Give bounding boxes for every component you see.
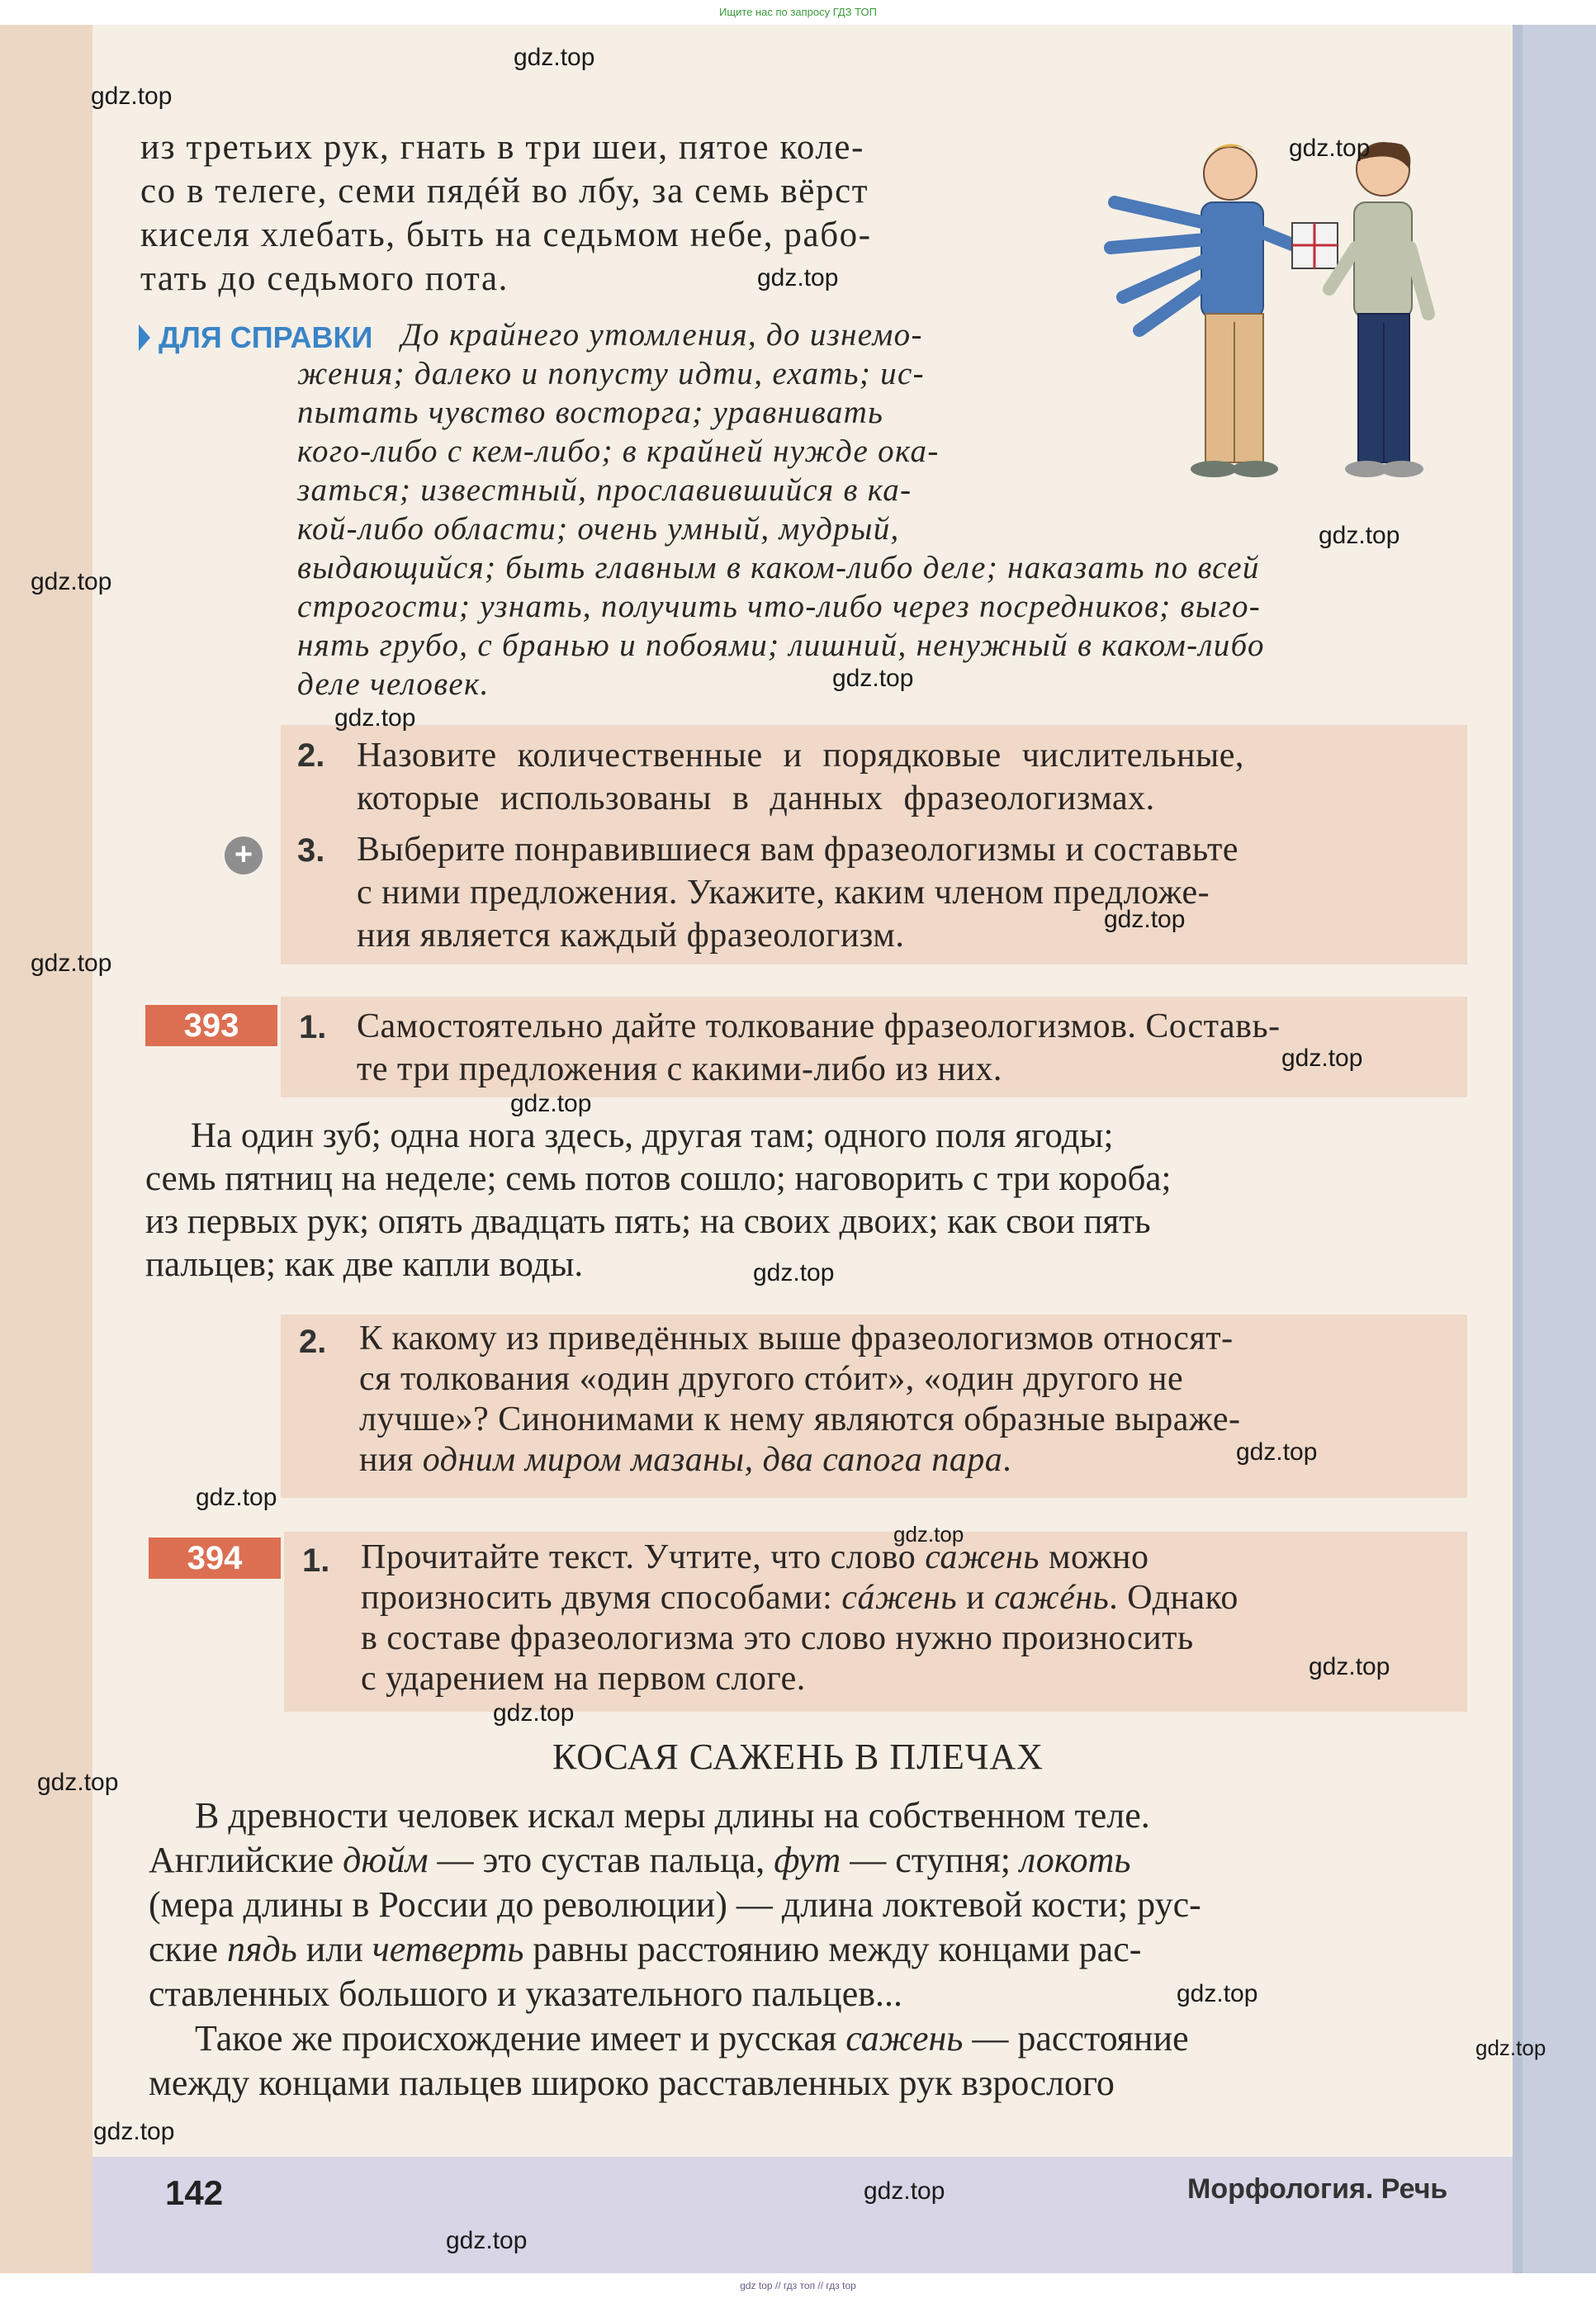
task-line: [361, 1538, 1238, 1578]
text-span: ские: [149, 1929, 227, 1969]
reference-line: кого-либо с кем-либо; в крайней нужде ока-: [297, 434, 940, 469]
left-margin: [0, 25, 92, 2281]
task-394-1-text: [361, 1538, 1238, 1699]
reference-label-text: ДЛЯ СПРАВКИ: [159, 320, 373, 354]
watermark: gdz.top: [37, 1769, 119, 1796]
exercise-number-badge: 394: [149, 1538, 281, 1579]
body-line: [149, 1838, 1201, 1883]
task-line: [359, 1440, 1240, 1481]
text-span: — это сустав пальца,: [428, 1840, 774, 1880]
task-number: 3.: [297, 832, 325, 869]
page-number: 142: [165, 2173, 224, 2212]
body-line: (мера длины в России до революции) — длина локтевой кости; рус-: [149, 1884, 1201, 1925]
intro-line: киселя хлебать, быть на седьмом небе, рабо-: [140, 216, 872, 254]
body-line: [149, 1927, 1201, 1972]
italic-word: сáжень: [841, 1579, 958, 1617]
body-line: [149, 2016, 1201, 2061]
body-line: На один зуб; одна нога здесь, другая там; одного поля ягоды;: [191, 1116, 1114, 1155]
watermark: gdz.top: [864, 2177, 945, 2205]
watermark: gdz.top: [1475, 2035, 1546, 2060]
watermark: gdz.top: [753, 1259, 835, 1286]
text-span: Английские: [149, 1840, 343, 1880]
reading-text: [149, 1793, 1201, 2106]
reference-text-top: [401, 315, 923, 354]
reference-label: [139, 320, 372, 355]
task-line: ния является каждый фразеологизм.: [357, 917, 905, 955]
body-line: между концами пальцев широко расставленных рук взрослого: [149, 2063, 1115, 2103]
task-line: Назовите количественные и порядковые числительные,: [357, 737, 1244, 775]
italic-word: локоть: [1020, 1840, 1131, 1880]
watermark: gdz.top: [1309, 1653, 1390, 1680]
task-text-span: ния: [359, 1441, 423, 1479]
text-span: или: [296, 1929, 372, 1969]
task-text-span: . Однако: [1109, 1579, 1238, 1617]
watermark: gdz.top: [1236, 1438, 1318, 1466]
text-span: Такое же происхождение имеет и русская: [195, 2018, 846, 2059]
reference-line: До крайнего утомления, до изнемо-: [401, 317, 923, 353]
task-392-3-text: [357, 828, 1238, 957]
watermark: gdz.top: [1319, 522, 1400, 549]
task-text-span: произносить двумя способами:: [361, 1579, 842, 1617]
task-number: 2.: [297, 737, 325, 774]
task-text-span: можно: [1039, 1538, 1149, 1576]
task-number: 2.: [299, 1324, 327, 1360]
italic-word: фут: [774, 1840, 841, 1880]
task-line: лучше»? Синонимами к нему являются образные выраже-: [359, 1400, 1241, 1438]
task-line: с ударением на первом слоге.: [361, 1660, 806, 1698]
italic-phrase: одним миром мазаны, два сапога пара: [422, 1441, 1003, 1479]
task-number: 1.: [302, 1542, 330, 1579]
task-line: ся толкования «один другого стóит», «один другого не: [359, 1360, 1184, 1398]
text-span: равны расстоянию между концами рас-: [523, 1929, 1142, 1969]
task-392-2-text: [357, 734, 1244, 820]
task-line: Выберите понравившиеся вам фразеологизмы и составьте: [357, 831, 1239, 869]
italic-word: дюйм: [343, 1840, 429, 1880]
watermark: gdz.top: [446, 2227, 528, 2254]
task-line: те три предложения с какими-либо из них.: [357, 1050, 1002, 1088]
watermark: gdz.top: [1104, 906, 1186, 933]
watermark: gdz.top: [514, 44, 595, 71]
intro-line: со в телеге, семи пядéй во лбу, за семь вёрст: [140, 172, 869, 211]
intro-line: тать до седьмого пота.: [140, 259, 509, 298]
italic-word: сажень: [845, 2018, 964, 2059]
watermark: gdz.top: [832, 665, 914, 692]
right-margin-edge: [1513, 25, 1523, 2281]
watermark: gdz.top: [510, 1090, 592, 1117]
italic-word: пядь: [226, 1929, 297, 1969]
task-text-span: .: [1002, 1441, 1012, 1479]
reference-text: [297, 354, 1265, 704]
reference-line: заться; известный, прославившийся в ка-: [297, 472, 912, 508]
text-span: — расстояние: [963, 2018, 1189, 2059]
body-line: ставленных большого и указательного пальцев...: [149, 1973, 902, 2014]
reference-line: кой-либо области; очень умный, мудрый,: [297, 511, 900, 547]
watermark: gdz.top: [91, 83, 173, 110]
italic-word: четверть: [372, 1929, 524, 1969]
watermark: gdz.top: [757, 264, 839, 291]
watermark: gdz.top: [31, 568, 112, 595]
right-margin: [1513, 25, 1596, 2281]
task-line: Самостоятельно дайте толкование фразеологизмов. Составь-: [357, 1007, 1281, 1045]
plus-icon: +: [225, 836, 263, 874]
reference-line: жения; далеко и попусту идти, ехать; ис-: [297, 356, 925, 391]
body-line: пальцев; как две капли воды.: [145, 1245, 584, 1284]
task-line: которые использованы в данных фразеологизмах.: [357, 779, 1155, 817]
task-393-1-text: [357, 1005, 1281, 1091]
reference-line: выдающийся; быть главным в каком-либо деле; наказать по всей: [297, 550, 1260, 585]
reference-line: нять грубо, с бранью и побоями; лишний, ненужный в каком-либо: [297, 628, 1265, 663]
watermark: gdz.top: [196, 1484, 277, 1511]
body-line: семь пятниц на неделе; семь потов сошло; наговорить с три короба;: [145, 1159, 1172, 1198]
task-text-span: и: [957, 1579, 995, 1617]
task-line: с ними предложения. Укажите, каким членом предложе-: [357, 874, 1210, 912]
gift-box: [1292, 223, 1338, 268]
task-line: К какому из приведённых выше фразеологизмов относят-: [359, 1320, 1234, 1357]
watermark: gdz.top: [93, 2118, 175, 2145]
watermark: gdz.top: [334, 704, 416, 732]
body-line: из первых рук; опять двадцать пять; на своих двоих; как свои пять: [145, 1202, 1151, 1241]
task-text-span: Прочитайте текст. Учтите, что слово: [361, 1538, 926, 1576]
ex393-body: [145, 1115, 1171, 1286]
text-span: — ступня;: [841, 1840, 1021, 1880]
task-number: 1.: [299, 1009, 327, 1045]
reference-line: пытать чувство восторга; уравнивать: [297, 395, 884, 430]
watermark: gdz.top: [493, 1699, 575, 1727]
task-line: в составе фразеологизма это слово нужно произносить: [361, 1619, 1194, 1657]
task-line: [361, 1578, 1238, 1618]
watermark: gdz.top: [31, 950, 112, 977]
right-boy-figure: [1329, 143, 1428, 478]
intro-line: из третьих рук, гнать в три шеи, пятое коле-: [140, 128, 865, 167]
italic-word: сажéнь: [994, 1579, 1110, 1617]
top-note[interactable]: Ищите нас по запросу ГДЗ ТОП: [719, 6, 877, 18]
watermark: gdz.top: [1289, 135, 1371, 162]
body-line: В древности человек искал меры длины на собственном теле.: [195, 1795, 1150, 1836]
watermark: gdz.top: [893, 1522, 964, 1547]
watermark: gdz.top: [1281, 1045, 1363, 1072]
italic-word: сажень: [925, 1538, 1040, 1576]
section-title: Морфология. Речь: [1187, 2173, 1448, 2205]
reference-line: деле человек.: [297, 666, 490, 702]
triangle-marker-icon: [139, 325, 150, 351]
text-title: КОСАЯ САЖЕНЬ В ПЛЕЧАХ: [552, 1737, 1044, 1777]
watermark: gdz.top: [1177, 1980, 1258, 2007]
bottom-note[interactable]: gdz top // гдз топ // гдз top: [740, 2280, 856, 2291]
reference-line: строгости; узнать, получить что-либо через посредников; выго-: [297, 589, 1262, 624]
exercise-number-badge: 393: [145, 1005, 277, 1046]
task-393-2-text: [359, 1319, 1240, 1481]
